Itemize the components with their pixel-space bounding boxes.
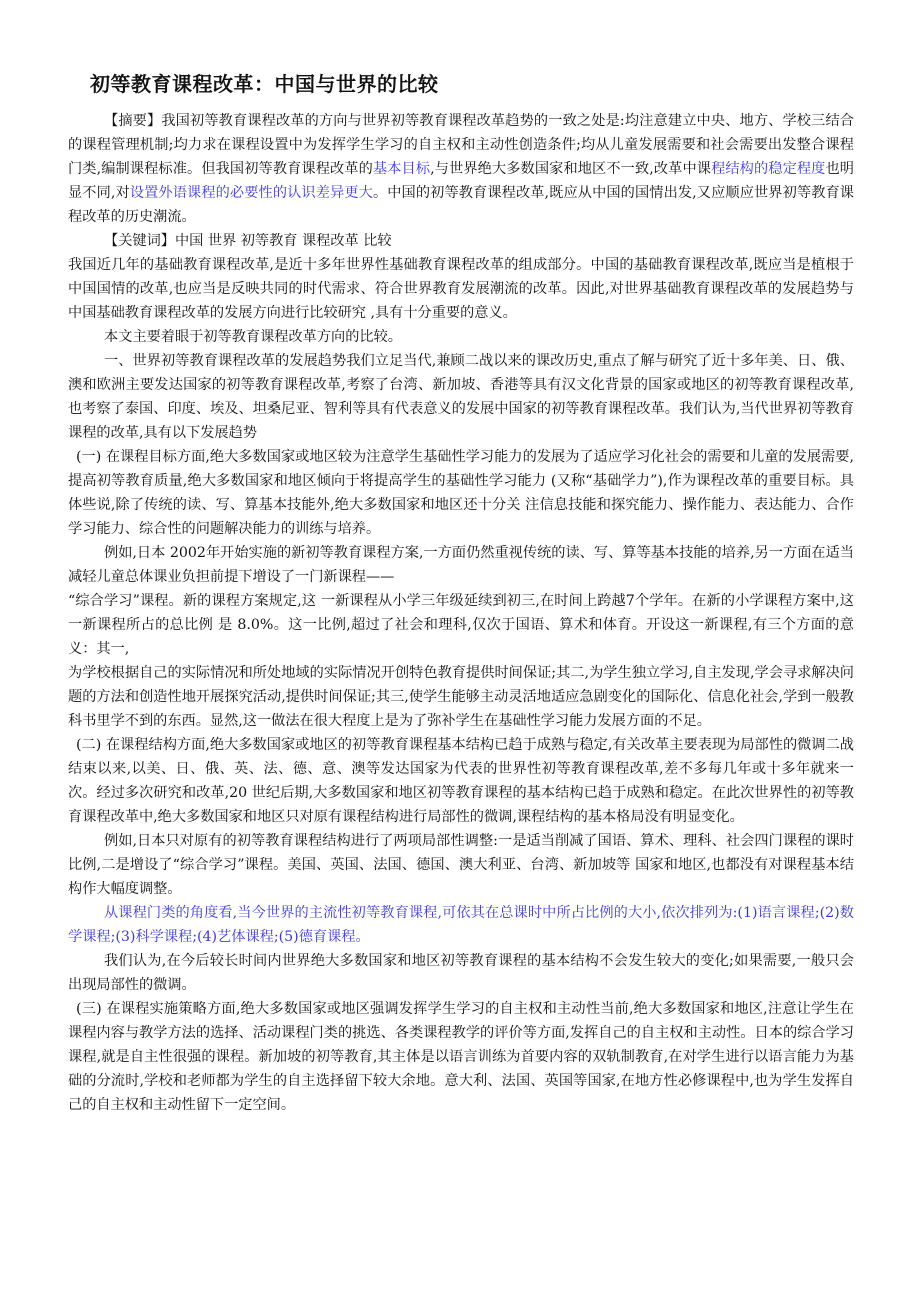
abstract-paragraph — [68, 109, 854, 229]
section-1-heading-paragraph: 一、世界初等教育课程改革的发展趋势我们立足当代,兼顾二战以来的课改历史,重点了解与研究了近十多年美、日、俄、澳和欧洲主要发达国家的初等教育课程改革,考察了台湾、新加坡、香港等具有汉文化背景的国家或地区的初等教育课程改革,也考察了泰国、印度、埃及、坦桑尼亚、智利等具有代表意义的发展中国家的初等教育课程改革。我们认为,当代世界初等教育课程的改革,具有以下发展趋势 — [68, 353, 854, 441]
point-3-paragraph: (三) 在课程实施策略方面,绝大多数国家或地区强调发挥学生学习的自主权和主动性当前,绝大多数国家和地区,注意让学生在课程内容与教学方法的选择、活动课程门类的挑选、各类课程教学的评价等方面,发挥自己的自主权和主动性。日本的综合学习课程,就是自主性很强的课程。新加坡的初等教育,其主体是以语言训练为首要内容的双轨制教育,在对学生进行以语言能力为基础的分流时,学校和老师都为学生的自主选择留下较大余地。意大利、法国、英国等国家,在地方性必修课程中,也为学生发挥自己的自主权和主动性留下一定空间。 — [68, 1001, 854, 1113]
abstract-text: 。中国的初等教育课程改革,既应从中国的国情出发,又应顺应世界初等教育课程改革的历史潮流。 — [68, 185, 854, 225]
mainstream-curriculum-paragraph: 从课程门类的角度看,当今世界的主流性初等教育课程,可依其在总课时中所占比例的大小,依次排列为:(1)语言课程;(2)数学课程;(3)科学课程;(4)艺体课程;(5)德育课程。 — [68, 905, 854, 945]
page-title: 初等教育课程改革：中国与世界的比较 — [90, 72, 439, 96]
highlight-foreign-language: 设置外语课程的必要性的认识差异更大 — [129, 185, 373, 201]
document-body — [68, 68, 854, 1117]
keywords: 【关键词】中国 世界 初等教育 课程改革 比较 — [104, 233, 392, 249]
abstract-text: 也明显不同,对 — [68, 161, 854, 201]
japan-example-2: 例如,日本只对原有的初等教育课程结构进行了两项局部性调整:一是适当削减了国语、算术、理科、社会四门课程的课时比例,二是增设了“综合学习”课程。美国、英国、法国、德国、澳大利亚、台湾、新加坡等 国家和地区,也都没有对课程基本结构作大幅度调整。 — [68, 833, 854, 897]
point-1-paragraph: (一) 在课程目标方面,绝大多数国家或地区较为注意学生基础性学习能力的发展为了适应学习化社会的需要和儿童的发展需要,提高初等教育质量,绝大多数国家和地区倾向于将提高学生的基础性学习能力 (又称“基础学力”),作为课程改革的重要目标。具体些说,除了传统的读、写、算基本技能外,绝大多数国家和地区还十分关 注信息技能和探究能力、操作能力、表达能力、合作学习能力、综合性的问题解决能力的训练与培养。 — [68, 449, 854, 537]
japan-example-1b: “综合学习”课程。新的课程方案规定,这 一新课程从小学三年级延续到初三,在时间上跨越7个学年。在新的小学课程方案中,这一新课程所占的总比例 是 8.0%。这一比例,超过了社会和理科,仅次于国语、算术和体育。开设这一新课程,有三个方面的意义：其一, — [68, 593, 854, 657]
highlight-basic-goal: 基本目标 — [372, 161, 431, 177]
japan-example-1c: 为学校根据自己的实际情况和所处地域的实际情况开创特色教育提供时间保证;其二,为学生独立学习,自主发现,学会寻求解决问题的方法和创造性地开展探究活动,提供时间保证;其三,使学生能够主动灵活地适应急剧变化的国际化、信息化社会,学到一般教科书里学不到的东西。显然,这一做法在很大程度上是为了弥补学生在基础性学习能力发展方面的不足。 — [68, 665, 854, 729]
focus-paragraph: 本文主要着眼于初等教育课程改革方向的比较。 — [104, 329, 402, 345]
abstract-text: ,与世界绝大多数国家和地区不一致,改革中课 — [430, 161, 712, 177]
highlight-structure-stability: 程结构的稳定程度 — [711, 161, 826, 177]
japan-example-1a: 例如,日本 2002年开始实施的新初等教育课程方案,一方面仍然重视传统的读、写、算等基本技能的培养,另一方面在适当减轻儿童总体课业负担前提下增设了一门新课程—— — [68, 545, 854, 585]
abstract-text: 【摘要】我国初等教育课程改革的方向与世界初等教育课程改革趋势的一致之处是:均注意建立中央、地方、学校三结合的课程管理机制;均力求在课程设置中为发挥学生学习的自主权和主动性创造条件;均从儿童发展需要和社会需要出发整合课程门类,编制课程标准。但我国初等教育课程改革的 — [68, 113, 854, 177]
opinion-paragraph: 我们认为,在今后较长时间内世界绝大多数国家和地区初等教育课程的基本结构不会发生较大的变化;如果需要,一般只会出现局部性的微调。 — [68, 953, 854, 993]
intro-paragraph: 我国近几年的基础教育课程改革,是近十多年世界性基础教育课程改革的组成部分。中国的基础教育课程改革,既应当是植根于中国国情的改革,也应当是反映共同的时代需求、符合世界教育发展潮流的改革。因此,对世界基础教育课程改革的发展趋势与中国基础教育课程改革的发展方向进行比较研究 ,具有十分重要的意义。 — [68, 257, 854, 321]
point-2-paragraph: (二) 在课程结构方面,绝大多数国家或地区的初等教育课程基本结构已趋于成熟与稳定,有关改革主要表现为局部性的微调二战结束以来,以美、日、俄、英、法、德、意、澳等发达国家为代表的世界性初等教育课程改革,差不多每几年或十多年就来一次。经过多次研究和改革,20 世纪后期,大多数国家和地区初等教育课程的基本结构已趋于成熟和稳定。在此次世界性的初等教育课程改革中,绝大多数国家和地区只对原有课程结构进行局部性的微调,课程结构的基本格局没有明显变化。 — [68, 737, 854, 825]
